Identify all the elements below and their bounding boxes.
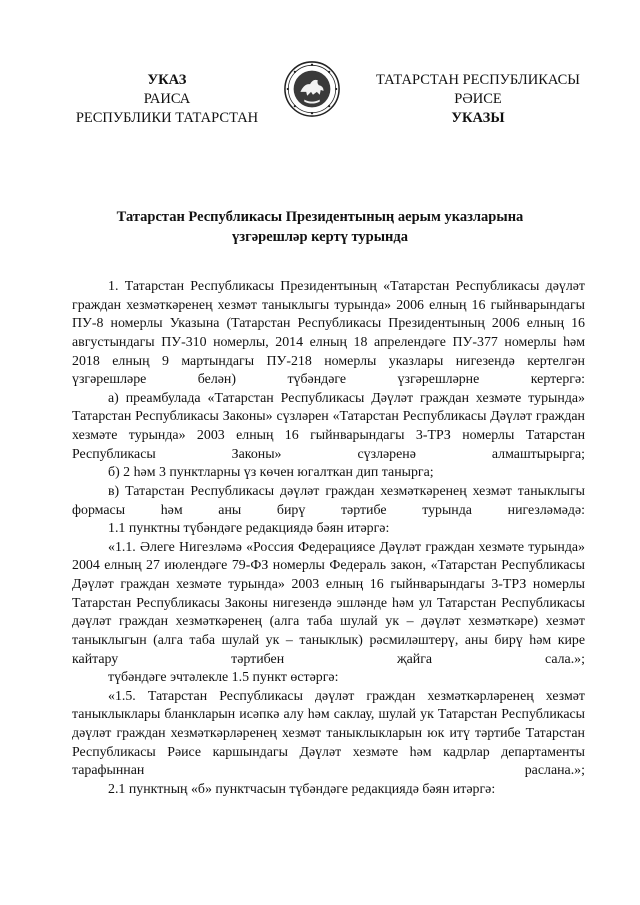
decree-label-ru: УКАЗ: [147, 72, 187, 88]
paragraph-9: 2.1 пунктның «б» пунктчасын түбәндәге редакциядә бәян итәргә:: [108, 781, 496, 797]
paragraph-7: түбәндәге эчтәлекле 1.5 пункт өстәргә:: [108, 670, 339, 686]
title-line-1: Татарстан Республикасы Президентының аерым указларына: [116, 209, 524, 225]
president-label-ru: РАИСА: [143, 91, 191, 107]
paragraph-8: «1.5. Татарстан Республикасы дәүләт граждан хезмәткәрләренең хезмәт таныклыклары бланкларын исәпкә алу һәм саклау, шулай ук Татарстан Республикасы дәүләт граждан хезмәткәрләренең хезмәт таныклыкларын юк итү тәртибе Татарстан Республикасы Рәисе каршындагы Дәүләт хезмәте һәм кадрлар департаменты тарафыннан раслана.»;: [72, 688, 585, 779]
decree-label-tt: УКАЗЫ: [451, 110, 505, 126]
header-left: [56, 71, 278, 128]
document-body: [72, 278, 585, 800]
paragraph-2: а) преамбулада «Татарстан Республикасы Дәүләт граждан хезмәте турында» Татарстан Республикасы Законы» сүзләрен «Татарстан Республикасы Дәүләт граждан хезмәте турында» 2003 елның 16 гыйнварындагы 3-ТРЗ номерлы Татарстан Республикасы Законы» сүзләренә алмаштырырга;: [72, 390, 585, 462]
republic-label-tt: ТАТАРСТАН РЕСПУБЛИКАСЫ: [376, 72, 580, 88]
paragraph-6: «1.1. Әлеге Нигезләмә «Россия Федерациясе Дәүләт граждан хезмәте турында» 2004 елның 27 июлендәге 79-ФЗ номерлы Федераль закон, «Татарстан Республикасы Дәүләт граждан хезмәте турында» 2003 елның 16 гыйнварындагы 3-ТРЗ номерлы Татарстан Республикасы Законы нигезендә эшләнде һәм ул Татарстан Республикасы дәүләт граждан хезмәткәренең (алга таба шулай ук – дәүләт хезмәткәре) хезмәт таныклыгын (алга таба шулай ук – таныклык) рәсмиләштерү, аны бирү һәм кире кайтару тәртибен җайга сала.»;: [72, 539, 585, 667]
paragraph-1: 1. Татарстан Республикасы Президентының «Татарстан Республикасы дәүләт граждан хезмәткәренең хезмәт таныклыгы турында» 2006 елның 16 гыйнварындагы ПУ-8 номерлы Указына (Татарстан Республикасы Президентының 2006 елның 16 августындагы ПУ-310 номерлы, 2014 елның 18 апрелендәге ПУ-377 номерлы һәм 2018 елның 9 мартындагы ПУ-218 номерлы указлары нигезендә кертелгән үзгәрешләре белән) түбәндәге үзгәрешләрне кертергә:: [72, 279, 585, 388]
emblem-icon: [283, 60, 341, 118]
republic-label-ru: РЕСПУБЛИКИ ТАТАРСТАН: [75, 110, 259, 126]
paragraph-4: в) Татарстан Республикасы дәүләт граждан хезмәткәренең хезмәт таныклыгы формасы һәм аны бирү тәртибе турында нигезләмәдә:: [72, 483, 585, 518]
paragraph-3: б) 2 һәм 3 пунктларны үз көчен югалткан дип танырга;: [108, 465, 434, 481]
president-label-tt: РӘИСЕ: [454, 91, 502, 107]
document-title: [60, 208, 580, 247]
title-line-2: үзгәрешләр кертү турында: [232, 228, 408, 245]
header-right: [352, 71, 604, 128]
paragraph-5: 1.1 пунктны түбәндәге редакциядә бәян итәргә:: [108, 521, 390, 537]
